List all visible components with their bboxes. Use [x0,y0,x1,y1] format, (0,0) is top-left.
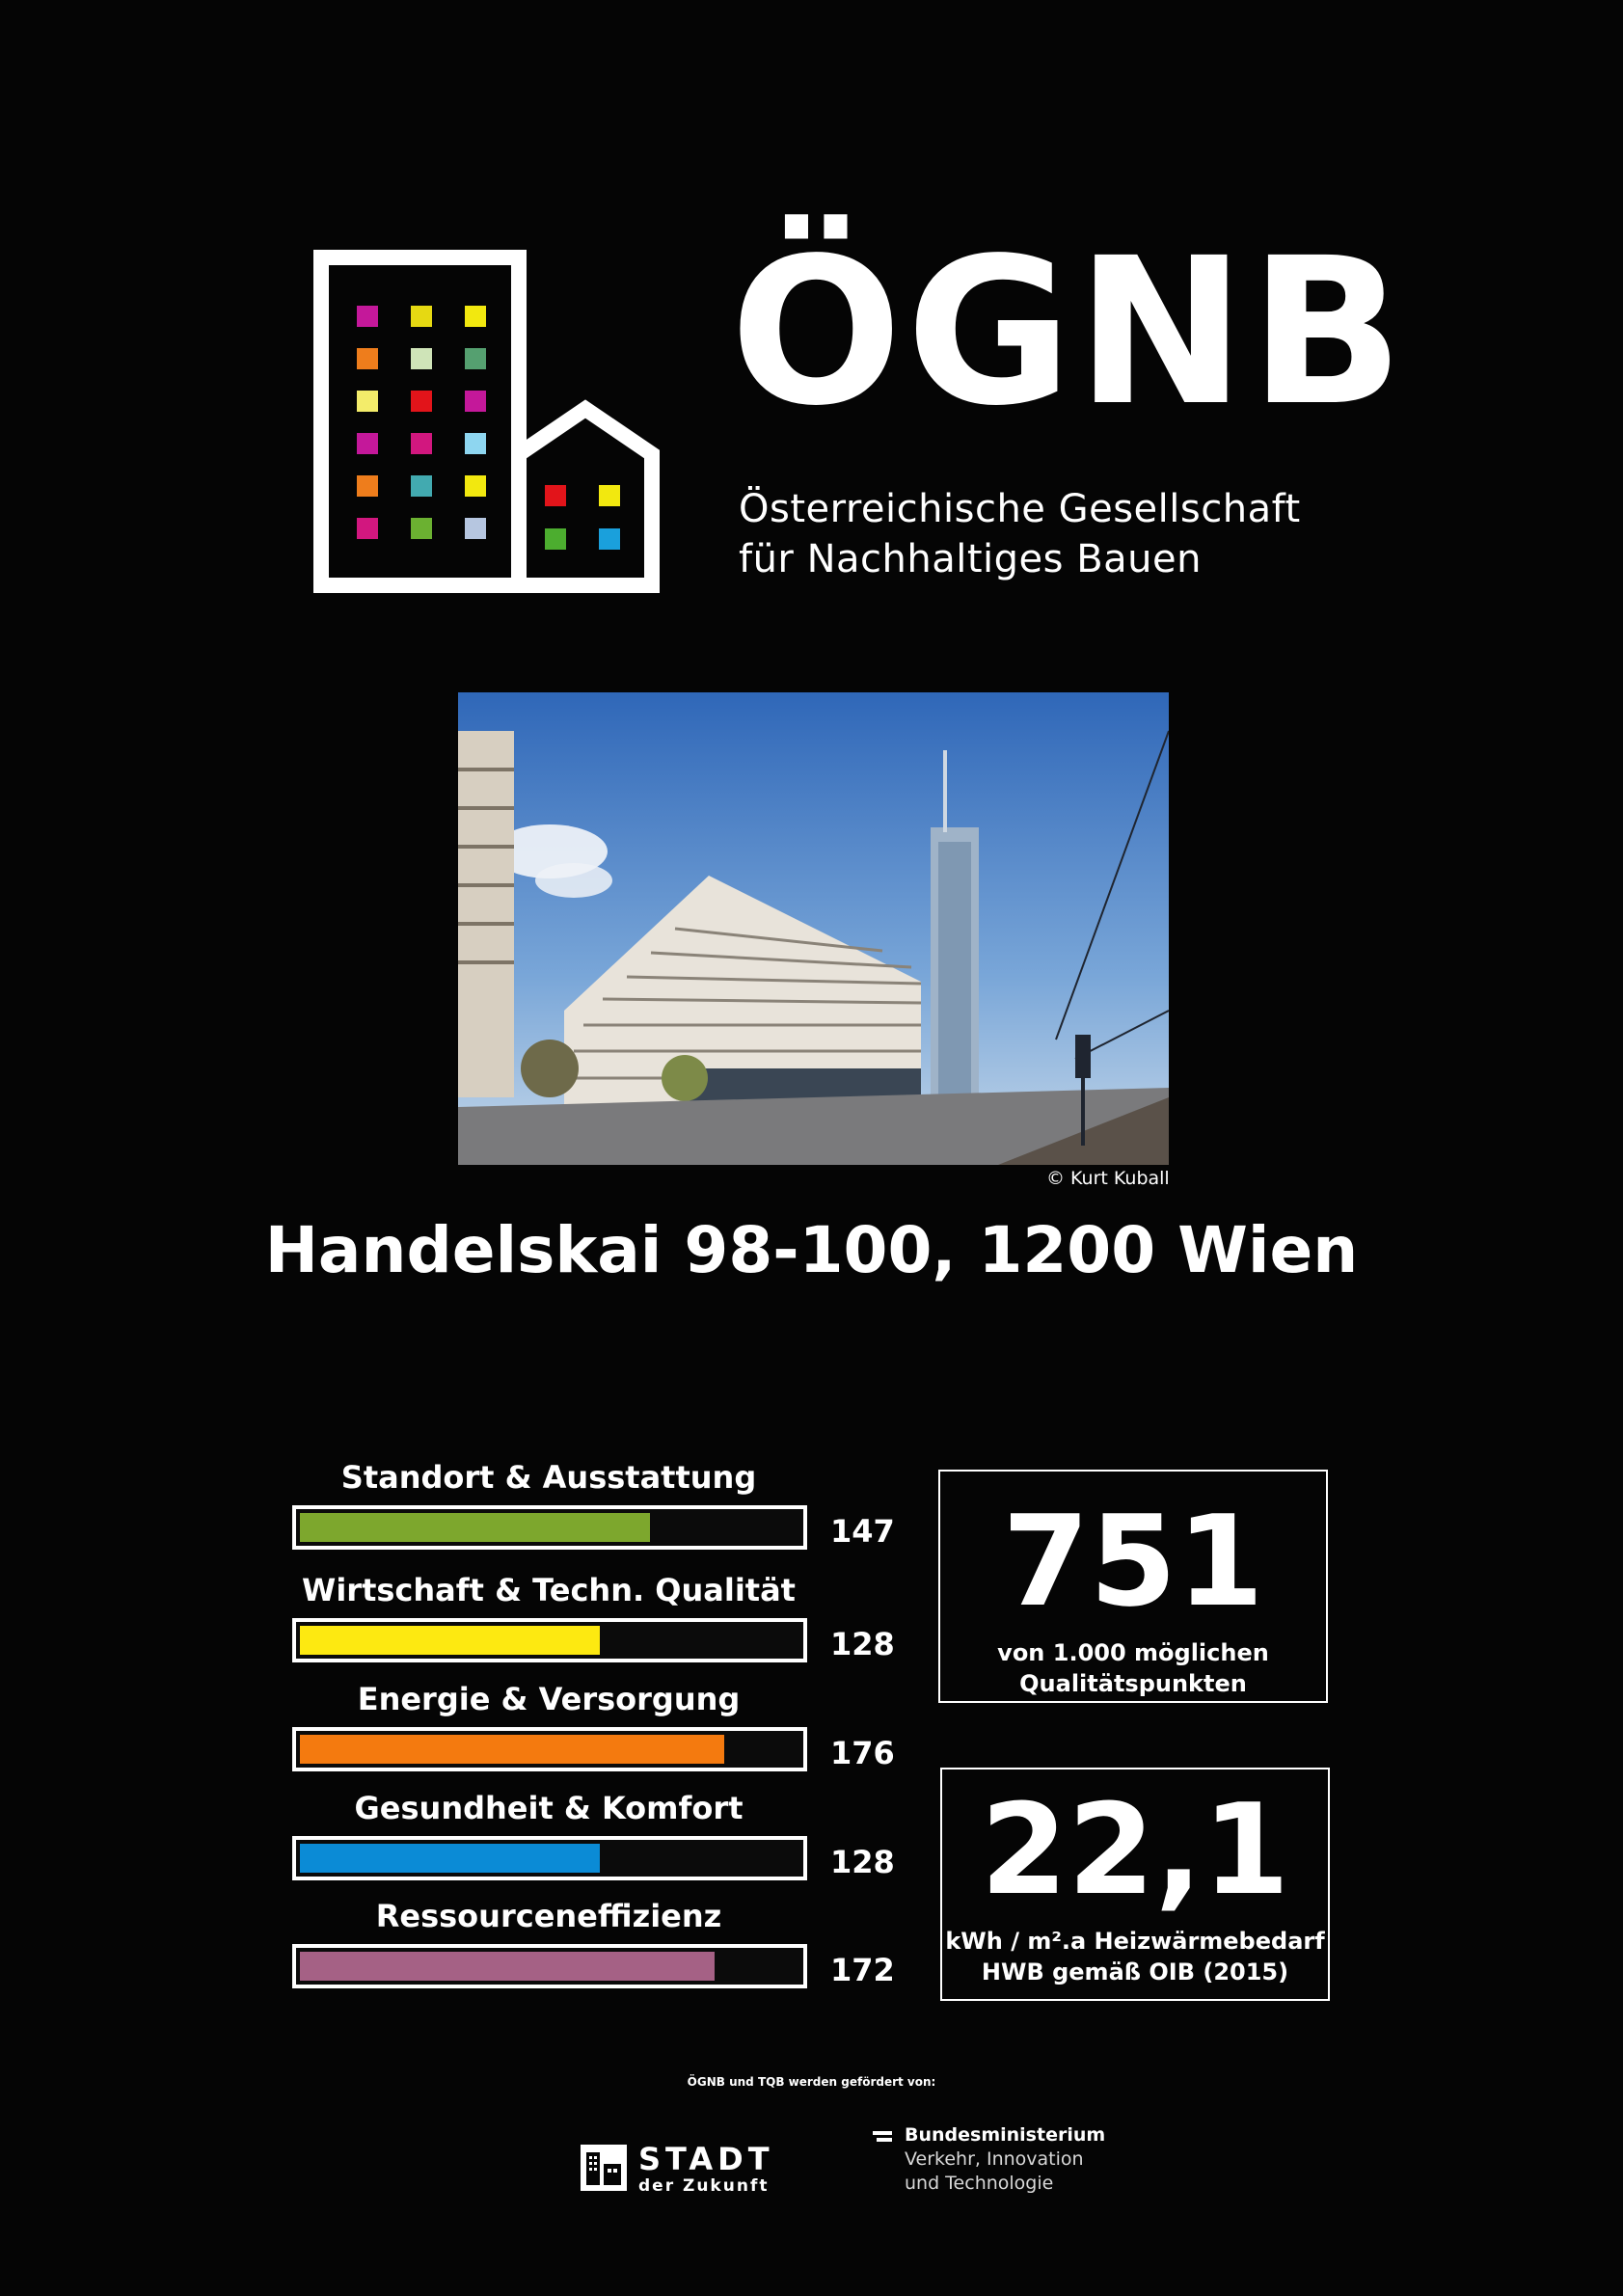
logo-window [465,433,486,454]
hwb-caption: kWh / m².a Heizwärmebedarf HWB gemäß OIB (2015) [945,1928,1325,1985]
logo-window [357,348,378,369]
category-bar-fill [300,1844,600,1873]
hwb-value: 22,1 [980,1776,1290,1923]
category-bar [292,1727,807,1771]
stadt-logo-title: STADT [638,2141,774,2177]
ministry-line-3: und Technologie [905,2173,1054,2194]
logo-window [411,306,432,327]
logo-window [465,475,486,497]
project-address: Handelskai 98-100, 1200 Wien [264,1213,1359,1287]
logo-window [357,433,378,454]
logo-window [465,518,486,539]
category-value: 128 [830,1626,895,1662]
ognb-logo-icon [313,250,661,597]
austria-eagle-icon [873,2131,894,2147]
logo-window [357,391,378,412]
logo-window [465,348,486,369]
category-bar [292,1944,807,1988]
hwb-box [940,1768,1330,2001]
logo-window [357,518,378,539]
category-label: Energie & Versorgung [357,1681,741,1717]
photo-credit: © Kurt Kuball [1046,1168,1170,1189]
building-photo [458,692,1169,1165]
total-score-caption: von 1.000 möglichen Qualitätspunkten [997,1639,1269,1697]
logo-window [599,485,620,506]
category-value: 176 [830,1735,895,1771]
stadt-der-zukunft-logo-icon [579,2143,629,2193]
stadt-logo-subtitle: der Zukunft [638,2176,770,2196]
category-label: Wirtschaft & Techn. Qualität [302,1572,796,1608]
logo-window [357,306,378,327]
logo-window [357,475,378,497]
category-value: 128 [830,1844,895,1880]
ministry-line-1: Bundesministerium [905,2124,1106,2146]
category-label: Standort & Ausstattung [340,1459,757,1496]
category-bar [292,1836,807,1880]
brand-name: ÖGNB [730,214,1408,450]
tower-windows [357,306,620,550]
category-label: Gesundheit & Komfort [354,1790,744,1826]
logo-window [545,528,566,550]
logo-window [411,475,432,497]
category-bar [292,1505,807,1550]
total-score-box [938,1470,1328,1703]
category-bar-fill [300,1735,724,1764]
logo-window [545,485,566,506]
logo-window [465,306,486,327]
brand-subtitle: Österreichische Gesellschaft für Nachhaltiges Bauen [739,487,1301,581]
logo-window [599,528,620,550]
ministry-line-2: Verkehr, Innovation [905,2148,1084,2170]
category-bar [292,1618,807,1662]
logo-window [411,348,432,369]
logo-window [411,518,432,539]
logo-window [411,433,432,454]
logo-window [465,391,486,412]
funding-note: ÖGNB und TQB werden gefördert von: [687,2075,936,2089]
category-value: 172 [830,1952,895,1988]
category-label: Ressourceneffizienz [375,1898,722,1934]
category-bar-fill [300,1952,715,1981]
category-value: 147 [830,1513,895,1550]
category-bar-fill [300,1513,650,1542]
total-score-value: 751 [1002,1488,1264,1634]
logo-window [411,391,432,412]
category-bar-fill [300,1626,600,1655]
